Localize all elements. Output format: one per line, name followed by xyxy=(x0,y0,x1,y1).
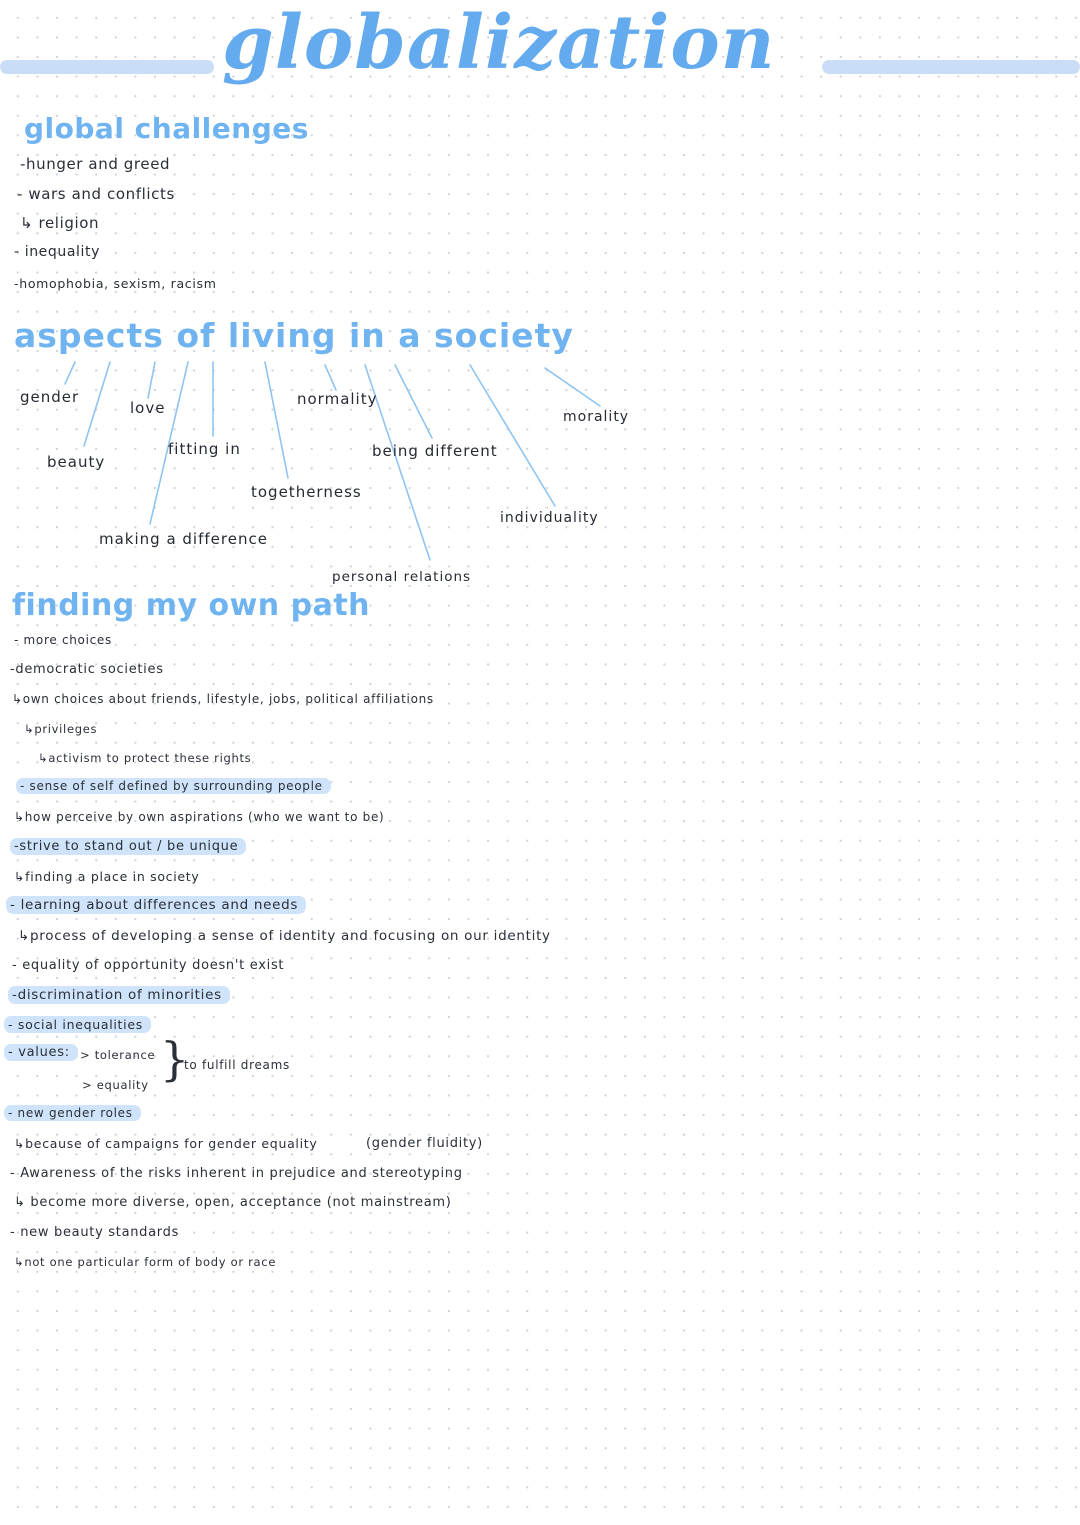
mindmap-node-normality: normality xyxy=(297,390,378,408)
aspects-heading: aspects of living in a society xyxy=(14,316,574,355)
note-line-highlighted xyxy=(4,1106,141,1120)
connector-love xyxy=(148,362,155,398)
mindmap-node-personal-relations: personal relations xyxy=(332,569,472,585)
connector-individuality xyxy=(470,365,555,506)
note-line-highlighted xyxy=(8,987,230,1003)
note-line-highlighted xyxy=(6,897,306,913)
mindmap-node-making-a-difference: making a difference xyxy=(99,530,268,548)
mindmap-node-beauty: beauty xyxy=(47,453,106,471)
challenge-item: - inequality xyxy=(14,244,100,260)
note-line-highlighted xyxy=(4,1045,78,1060)
mindmap-node-love: love xyxy=(130,399,166,417)
mindmap-node-morality: morality xyxy=(563,409,630,425)
note-line: - more choices xyxy=(14,633,112,647)
challenge-item: ↳ religion xyxy=(20,214,100,232)
highlight: -discrimination of minorities xyxy=(8,986,230,1004)
highlight: - learning about differences and needs xyxy=(6,896,306,914)
challenge-item: -hunger and greed xyxy=(20,155,171,173)
note-line-highlighted xyxy=(16,779,331,793)
note-line: > equality xyxy=(82,1078,149,1092)
note-line: ↳own choices about friends, lifestyle, jobs, political affiliations xyxy=(12,692,434,706)
highlight: - new gender roles xyxy=(4,1105,141,1121)
note-line: ↳activism to protect these rights xyxy=(38,751,252,765)
note-line: - equality of opportunity doesn't exist xyxy=(12,958,285,973)
connector-beauty xyxy=(84,362,110,446)
note-line: (gender fluidity) xyxy=(366,1136,483,1151)
mindmap-node-being-different: being different xyxy=(372,442,498,460)
note-line: ↳because of campaigns for gender equality xyxy=(14,1136,318,1151)
note-line: to fulfill dreams xyxy=(184,1058,290,1072)
mindmap-node-individuality: individuality xyxy=(500,510,599,526)
note-line: ↳process of developing a sense of identity and focusing on our identity xyxy=(18,928,551,944)
curly-brace: } xyxy=(160,1032,190,1086)
connector-gender xyxy=(65,362,75,384)
note-line-highlighted xyxy=(10,839,246,854)
connector-normality xyxy=(325,365,336,390)
note-line: - new beauty standards xyxy=(10,1225,180,1240)
note-line: ↳privileges xyxy=(24,722,98,736)
own-path-heading: finding my own path xyxy=(12,588,371,623)
note-line: -democratic societies xyxy=(10,662,164,677)
connector-togetherness xyxy=(265,362,288,478)
challenge-item: -homophobia, sexism, racism xyxy=(14,276,217,291)
highlight: - values: xyxy=(4,1044,78,1061)
page-title: globalization xyxy=(222,0,776,86)
challenge-item: - wars and conflicts xyxy=(17,185,175,203)
global-challenges-heading: global challenges xyxy=(24,112,309,145)
note-line: - Awareness of the risks inherent in prejudice and stereotyping xyxy=(10,1166,463,1181)
note-line: ↳how perceive by own aspirations (who we want to be) xyxy=(14,810,385,824)
mindmap-node-gender: gender xyxy=(20,388,80,406)
highlight: - social inequalities xyxy=(4,1016,151,1033)
note-line: ↳ become more diverse, open, acceptance (not mainstream) xyxy=(14,1195,452,1210)
mindmap-node-togetherness: togetherness xyxy=(251,483,362,501)
connector-being-different xyxy=(395,365,432,438)
highlight: - sense of self defined by surrounding people xyxy=(16,778,331,794)
note-line: > tolerance xyxy=(80,1048,156,1062)
connector-morality xyxy=(545,368,600,406)
note-line-highlighted xyxy=(4,1017,151,1032)
note-line: ↳finding a place in society xyxy=(14,869,200,884)
mindmap-node-fitting-in: fitting in xyxy=(168,440,241,458)
highlight: -strive to stand out / be unique xyxy=(10,838,246,855)
note-line: ↳not one particular form of body or race xyxy=(14,1255,277,1269)
